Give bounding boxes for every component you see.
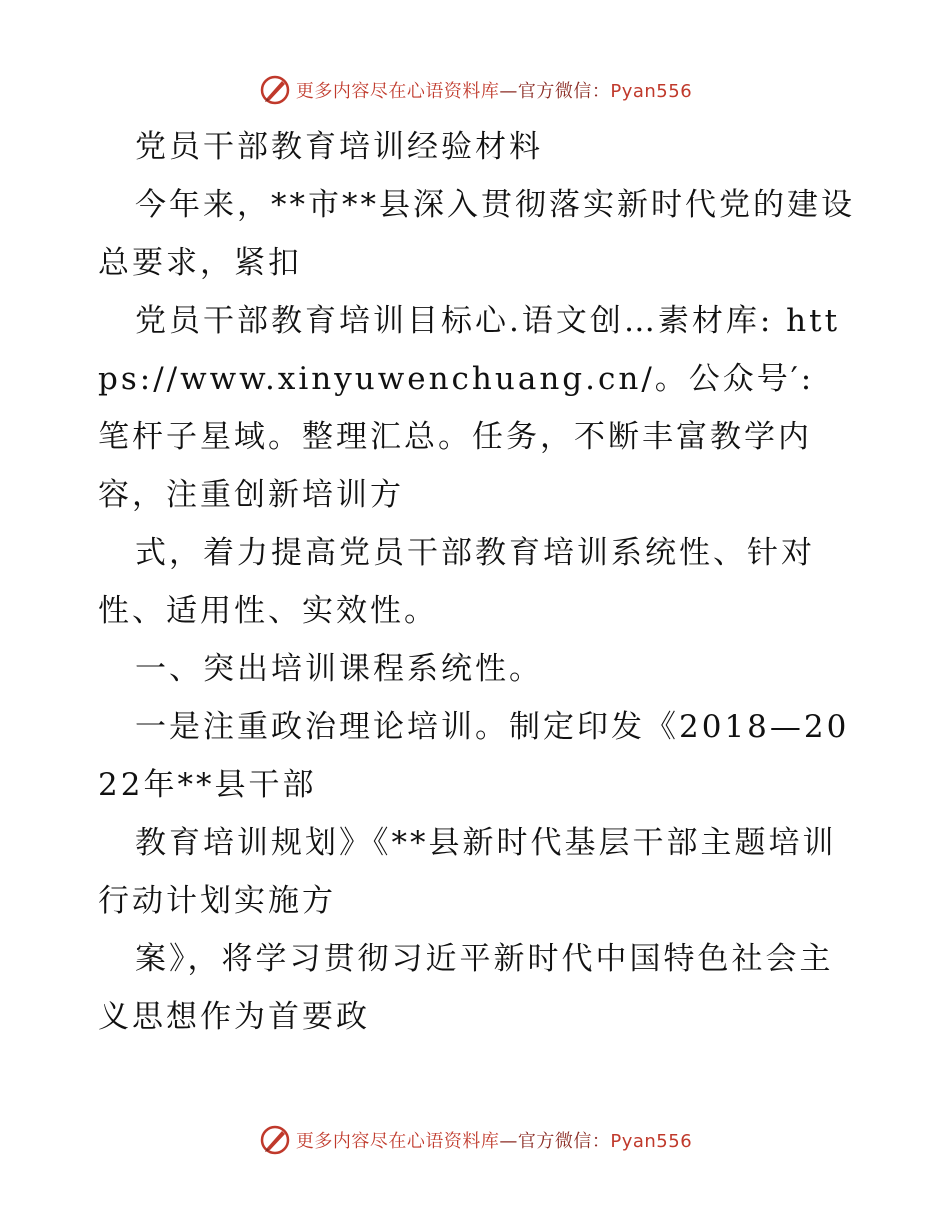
paragraph: 教育培训规划》《**县新时代基层干部主题培训行动计划实施方 xyxy=(98,825,837,919)
watermark-main-text: 更多内容尽在心语资料库 xyxy=(295,1131,500,1152)
pen-logo-icon xyxy=(258,1123,292,1157)
watermark-separator: — xyxy=(499,81,518,102)
watermark-separator: — xyxy=(499,1131,518,1152)
document-body xyxy=(98,118,858,1046)
watermark-main-text: 更多内容尽在心语资料库 xyxy=(295,81,500,102)
section-heading: 一、突出培训课程系统性。 xyxy=(135,651,543,687)
paragraph: 党员干部教育培训目标心.语文创…素材库: https://www.xinyuwenchuang.cn/。公众号′: 笔杆子星域。整理汇总。任务，不断丰富教学内容，注重创新培训方 xyxy=(98,303,841,513)
paragraph: 式，着力提高党员干部教育培训系统性、针对性、适用性、实效性。 xyxy=(98,535,815,629)
watermark-wechat-id: Pyan556 xyxy=(610,81,693,102)
footer-watermark xyxy=(0,1120,950,1160)
header-watermark xyxy=(0,70,950,110)
watermark-wechat-label: 官方微信： xyxy=(517,1131,611,1152)
watermark-wechat-label: 官方微信： xyxy=(517,81,611,102)
paragraph: 今年来，**市**县深入贯彻落实新时代党的建设总要求，紧扣 xyxy=(98,187,855,281)
document-title: 党员干部教育培训经验材料 xyxy=(135,129,543,165)
paragraph: 案》，将学习贯彻习近平新时代中国特色社会主义思想作为首要政 xyxy=(98,941,834,1035)
paragraph: 一是注重政治理论培训。制定印发《2018—2022年**县干部 xyxy=(98,709,850,803)
watermark-wechat-id: Pyan556 xyxy=(610,1131,693,1152)
pen-logo-icon xyxy=(258,73,292,107)
